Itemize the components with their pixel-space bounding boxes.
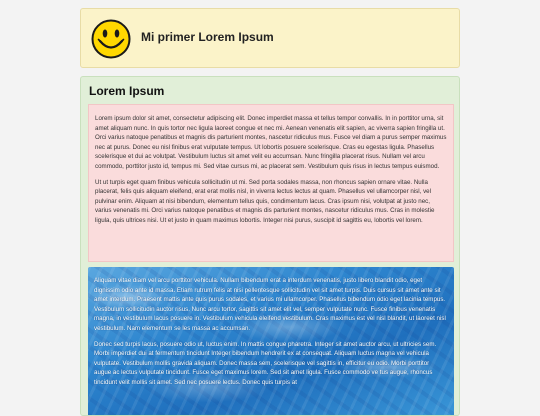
- paragraph: Donec sed turpis lacus, posuere odio ut, luctus enim. In mattis congue pharetra. Integer sit amet auctor arcu, ut ultricies sem. Morbi imperdiet dui at fermentum tincidunt Integer bibendum hendrerit ex at consequat. Aliquam luctus magna vel vehicula vulputate. Vestibulum mollis gravida aliquam. Donec massa sem, scelerisque vel sagittis in, efficitur eu odio. Morbi porttitor augue ac lectus vulputate tincidunt. Fusce eget maximus lorem. Sed sit amet ligula. Fusce commodo ve tus augue, rhoncus tincidunt velit mollis sit amet. Sed nec posuere lectus. Donec quis turpis at: [94, 340, 437, 386]
- page-title: Mi primer Lorem Ipsum: [141, 30, 274, 44]
- paragraph: Lorem ipsum dolor sit amet, consectetur adipiscing elit. Donec imperdiet massa et tellus tempor convallis. In in porttitor urna, sit amet aliquam nunc. In quis tortor nec ligula laoreet congue et nec mi. Aenean venenatis elit sapien, ac viverra sapien fringilla ut. Orci varius natoque penatibus et magnis dis parturient montes, nascetur ridiculus mus. Fusce vel diam a purus semper maximus nec at purus. Donec eu nisl finibus erat vulputate tempus. Ut lobortis posuere scelerisque. Cras eu egestas ligula. Phasellus scelerisque et dui ac volutpat. Vestibulum luctus sit amet velit eu accumsan. Nunc fringilla placerat risus. Nullam vel arcu commodo, porttitor justo id, tempus mi. Sed vitae cursus mi, ac placerat sem. Vestibulum quis risus in lectus tempus euismod.: [95, 115, 447, 170]
- section-heading: Lorem Ipsum: [89, 84, 165, 98]
- paragraph: Aliquam vitae diam vel arcu porttitor vehicula. Nullam bibendum erat a interdum venenatis, justo libero blandit odio, eget dignissim odio ante id massa. Etiam rutrum felis at nisi pellentesque sollicitudin vel sit amet turpis. Duis cursus sit amet ante sit amet interdum. Praesent mattis ante quis purus sodales, et varius mi ullamcorper. Phasellus bibendum odio eget lacinia tempus. Vestibulum sollicitudin auctor risus. Nunc arcu tortor, sagittis sit amet elit vel, semper vulputate nunc. Fusce finibus venenatis magna, in vestibulum lacus posuere in. Vestibulum vehicula eleifend vestibulum. Cras maximus est vel nisl blandit, ut laoreet nisl vestibulum. Nam elementum se les massa ac accumsan.: [94, 277, 446, 332]
- main-section: [80, 76, 460, 416]
- page-header: [80, 8, 460, 68]
- text-panel: [88, 104, 454, 262]
- paragraph: Ut ut turpis eget quam finibus vehicula sollicitudin ut mi. Sed porta sodales massa, non rhoncus sapien ornare vitae. Nulla placerat, felis quis aliquam eleifend, erat erat mollis nisl, in viverra lectus lectus at quam. Phasellus vel ullamcorper nisl, vel pulvinar enim. Aliquam at nisi bibendum, elementum tellus quis, condimentum lacus. Cras ipsum nisi, volutpat at justo nec, varius venenatis mi. Orci varius natoque penatibus et magnis dis parturient montes, nascetur ridiculus mus. Cras in molestie ligula, quis ultrices nisi. Ut et justo in quam maximus lobortis. Integer nisi purus, suscipit id sagittis eu, lobortis vel lorem.: [95, 178, 435, 224]
- water-background-panel: [88, 267, 454, 416]
- smiley-face-icon: [91, 19, 131, 59]
